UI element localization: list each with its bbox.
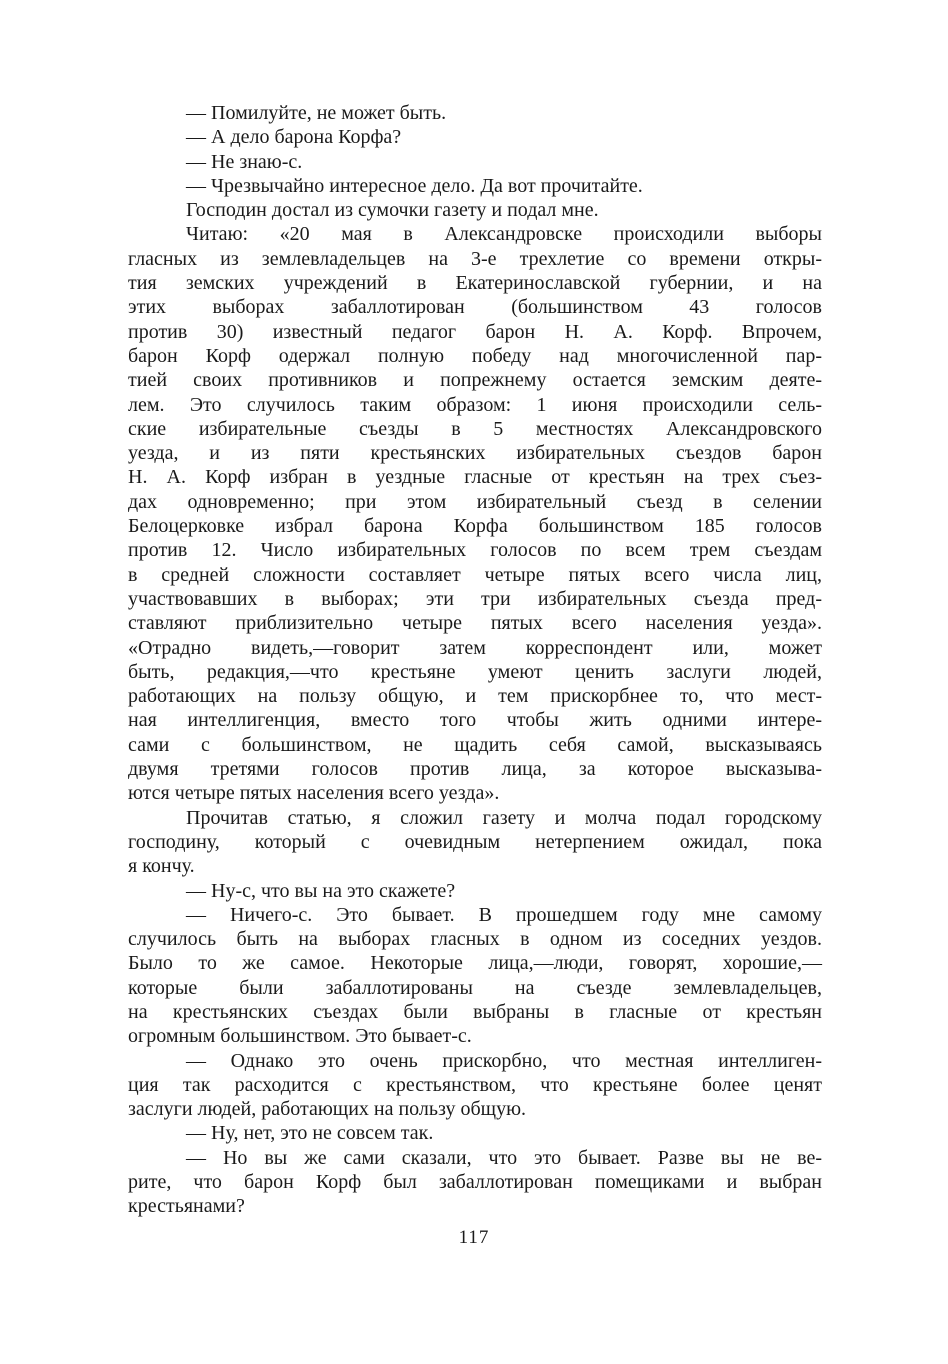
text-line: — Но вы же сами сказали, что это бывает. Разве вы не ве- [186, 1146, 822, 1169]
text-line: барон Корф одержал полную победу над многочисленной пар- [128, 344, 822, 367]
text-line: — Однако это очень прискорбно, что местная интеллиген- [186, 1049, 822, 1072]
text-line: — Чрезвычайно интересное дело. Да вот прочитайте. [186, 174, 643, 197]
text-line: Было то же самое. Некоторые лица,—люди, говорят, хорошие,— [128, 952, 822, 975]
text-line: Господин достал из сумочки газету и подал мне. [186, 199, 599, 222]
text-line: на крестьянских съездах были выбраны в гласные от крестьян [128, 1000, 822, 1023]
text-line: дах одновременно; при этом избирательный съезд в селении [128, 490, 822, 513]
text-line: «Отрадно видеть,—говорит затем корреспондент или, может [128, 636, 822, 659]
text-line: участвовавших в выборах; эти три избирательных съезда пред- [128, 587, 822, 610]
text-line: этих выборах забаллотирован (большинством 43 голосов [128, 296, 822, 319]
text-line: — Ну, нет, это не совсем так. [186, 1122, 434, 1145]
text-line: — Помилуйте, не может быть. [186, 102, 447, 124]
text-line: лем. Это случилось таким образом: 1 июня происходили сель- [128, 393, 822, 416]
text-line: работающих на пользу общую, и тем прискорбнее то, что мест- [128, 685, 822, 708]
text-line: против 30) известный педагог барон Н. А. Корф. Впрочем, [128, 320, 822, 343]
page-number: 117 [458, 1227, 490, 1248]
page-body-text [128, 101, 822, 1219]
text-line: Белоцерковке избрал барона Корфа большинством 185 голосов [128, 515, 822, 538]
text-line: ские избирательные съезды в 5 местностях Александровского [128, 417, 822, 440]
text-line: — Ну-с, что вы на это скажете? [186, 879, 456, 902]
text-line: Н. А. Корф избран в уездные гласные от крестьян на трех съез- [128, 466, 822, 489]
text-line: ставляют приблизительно четыре пятых всего населения уезда». [128, 612, 822, 635]
text-line: крестьянами? [128, 1195, 245, 1218]
text-line: тия земских учреждений в Екатеринославской губернии, и на [128, 272, 822, 295]
text-line: которые были забаллотированы на съезде землевладельцев, [128, 976, 822, 999]
text-line: гласных из землевладельцев на 3-е трехлетие со времени откры- [128, 247, 822, 270]
text-line: сами с большинством, не щадить себя самой, высказываясь [128, 733, 822, 756]
text-line: — А дело барона Корфа? [186, 126, 402, 149]
text-line: Прочитав статью, я сложил газету и молча подал городскому [186, 806, 822, 829]
text-line: в средней сложности составляет четыре пятых всего числа лиц, [128, 563, 822, 586]
text-line: ция так расходится с крестьянством, что крестьяне более ценят [128, 1073, 822, 1096]
text-line: двумя третями голосов против лица, за которое высказыва- [128, 758, 822, 781]
text-line: я кончу. [128, 855, 195, 878]
text-line: быть, редакция,—что крестьяне умеют ценить заслуги людей, [128, 660, 822, 683]
text-line: рите, что барон Корф был забаллотирован помещиками и выбран [128, 1171, 822, 1194]
text-line: заслуги людей, работающих на пользу общую. [128, 1098, 527, 1121]
text-line: ная интеллигенция, вместо того чтобы жить одними интере- [128, 709, 822, 732]
text-line: уезда, и из пяти крестьянских избирательных съездов барон [128, 442, 822, 465]
text-line: огромным большинством. Это бывает-с. [128, 1025, 472, 1048]
text-line: — Не знаю-с. [186, 150, 303, 173]
text-line: господину, который с очевидным нетерпением ожидал, пока [128, 830, 822, 853]
text-line: ются четыре пятых населения всего уезда». [128, 782, 500, 805]
text-line: против 12. Число избирательных голосов по всем трем съездам [128, 539, 822, 562]
text-line: Читаю: «20 мая в Александровске происходили выборы [186, 223, 822, 246]
text-line: тией своих противников и попрежнему остается земским деяте- [128, 369, 822, 392]
text-line: — Ничего-с. Это бывает. В прошедшем году мне самому [186, 903, 822, 926]
text-line: случилось быть на выборах гласных в одном из соседних уездов. [128, 928, 822, 951]
